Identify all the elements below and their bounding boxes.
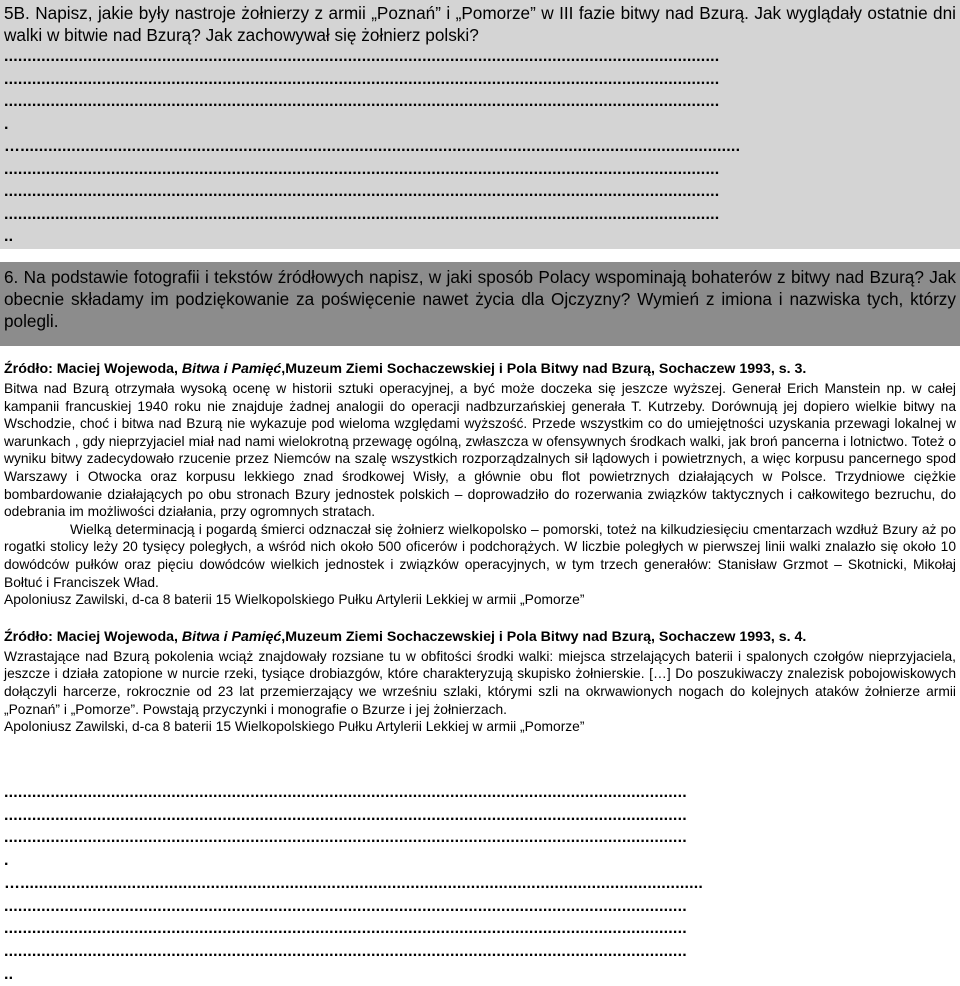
source-1-heading (4, 360, 956, 378)
answer-line[interactable]: . (4, 115, 9, 133)
answer-line[interactable]: ................................................................................................................................................... (4, 806, 687, 824)
source-1-book-title: Bitwa i Pamięć (181, 361, 282, 377)
question-6-block (0, 262, 960, 346)
source-2-heading-suffix: ,Muzeum Ziemi Sochaczewskiej i Pola Bitwy nad Bzurą, Sochaczew 1993, s. 4. (281, 628, 807, 645)
answer-line[interactable]: .......................................................................................................................................................... (4, 93, 720, 110)
question-5b-title: 5B. Napisz, jakie były nastroje żołnierzy z armii „Poznań” i „Pomorze” w III fazie bitwy nad Bzurą. Jak wyglądały ostatnie dni walki w bitwie nad Bzurą? Jak zachowywał się żołnierz polski? (4, 3, 956, 45)
source-2-author: Apoloniusz Zawilski, d-ca 8 baterii 15 Wielkopolskiego Pułku Artylerii Lekkiej w armii „Pomorze” (4, 719, 585, 735)
spacer (4, 609, 956, 628)
answer-line[interactable]: .......................................................................................................................................................... (4, 48, 720, 65)
source-2-paragraph: Wzrastające nad Bzurą pokolenia wciąż znajdowały rozsiane tu w obfitości środki walki: miejsca strzelających baterii i spalonych czołgów nieprzyjaciela, jeszcze i działa zatopione w nurcie rzeki, tysiące drobiazgów, które charakteryzują skupisko żołnierskie. […] Do poszukiwaczy znalezisk pobojowiskowych dołączyli harcerze, rokrocznie od 23 lat przemierzający we wrześniu szlaki, którymi szli na okrwawionych nogach do kolejnych ataków żołnierze armii „Poznań” i „Pomorze”. Powstają przyczynki i monografie o Bzurze i jej żołnierzach. (4, 648, 956, 717)
source-1-paragraph-1: Bitwa nad Bzurą otrzymała wysoką ocenę w historii sztuki operacyjnej, a być może doczeka się jeszcze wyższej. Generał Erich Manstein np. w całej kampanii francuskiej 1940 roku nie znajduje żadnej analogii do operacji nadbzurzańskiej generała T. Kutrzeby. Dorównują jej dopiero wielkie bitwy na Wschodzie, choć i bitwa nad Bzurą nie wykazuje pod wieloma względami wyższość. Przede wszystkim co do umiejętności uzyskania przewagi lokalnej w warunkach , gdy nieprzyjaciel miał nad nami wielokrotną przewagę ogólną, zwłaszcza w ofensywnych środkach walki, jak broń pancerna i lotnictwo. Toteż o wyniku bitwy zadecydowało rzucenie przez Niemców na szalę wszystkich rozporządzalnych sił lądowych i powietrznych, a więc korpusu pancernego spod Warszawy i Otwocka oraz korpusu lekkiego znad środkowej Wisły, a głównie obu flot powietrznych działających w Polsce. Trzydniowe ciężkie bombardowanie działających po obu stronach Bzury jednostek polskich – doprowadziło do rozerwania związków taktycznych i całkowitego bezruchu, do odebrania im możliwości działania, przy ogromnych stratach. (4, 381, 956, 520)
answer-line[interactable]: ................................................................................................................................................... (4, 784, 687, 801)
answer-line[interactable]: ................................................................................................................................................... (4, 897, 687, 915)
answer-line[interactable]: ................................................................................................................................................... (4, 920, 687, 938)
question-5b-block (0, 0, 960, 249)
answer-line[interactable]: ................................................................................................................................................... (4, 829, 687, 847)
answer-line[interactable]: .. (4, 228, 14, 245)
answer-line[interactable]: .......................................................................................................................................................... (4, 183, 720, 200)
answer-line[interactable]: ................................................................................................................................................... (4, 942, 687, 960)
answer-line[interactable]: .......................................................................................................................................................... (4, 205, 720, 223)
answer-line[interactable]: . (4, 852, 9, 870)
source-1-author: Apoloniusz Zawilski, d-ca 8 baterii 15 Wielkopolskiego Pułku Artylerii Lekkiej w armii „Pomorze” (4, 592, 585, 608)
question-6-title: 6. Na podstawie fotografii i tekstów źródłowych napisz, w jaki sposób Polacy wspominają bohaterów z bitwy nad Bzurą? Jak obecnie składamy im podziękowanie za poświęcenie nawet życia dla Ojczyzny? Wymień z imiona i nazwiska tych, którzy polegli. (4, 267, 956, 331)
source-2-heading (4, 628, 956, 646)
source-1-heading-prefix: Źródło: Maciej Wojewoda, (4, 361, 182, 377)
source-1-heading-suffix: ,Muzeum Ziemi Sochaczewskiej i Pola Bitwy nad Bzurą, Sochaczew 1993, s. 3. (281, 361, 807, 377)
answer-line[interactable]: .......................................................................................................................................................... (4, 70, 720, 88)
answer-lines-6 (0, 782, 960, 986)
answer-line[interactable]: .......................................................................................................................................................... (4, 160, 720, 178)
answer-line[interactable]: …................................................................................................................................................... (4, 874, 704, 892)
source-2-heading-prefix: Źródło: Maciej Wojewoda, (4, 628, 182, 645)
source-texts (0, 360, 960, 736)
answer-line[interactable]: .. (4, 965, 14, 983)
source-2-book-title: Bitwa i Pamięć (181, 628, 282, 645)
source-1-paragraph-2: Wielką determinacją i pogardą śmierci odznaczał się żołnierz wielkopolsko – pomorski, toteż na kilkudziesięciu cmentarzach wzdłuż Bzury aż po rogatki stolicy leży 20 tysięcy poległych, a wśród nich około 500 oficerów i podchorążych. W liczbie poległych w pierwszej linii walki znalazło się około 10 dowódców pułków oraz pięciu dowódców wielkich jednostek i związków operacyjnych, w tym trzech generałów: Stanisław Grzmot – Skotnicki, Mikołaj Bołtuć i Franciszek Wład. (4, 521, 956, 590)
answer-lines-5b (0, 46, 960, 249)
answer-line[interactable]: …........................................................................................................................................................... (4, 138, 741, 155)
